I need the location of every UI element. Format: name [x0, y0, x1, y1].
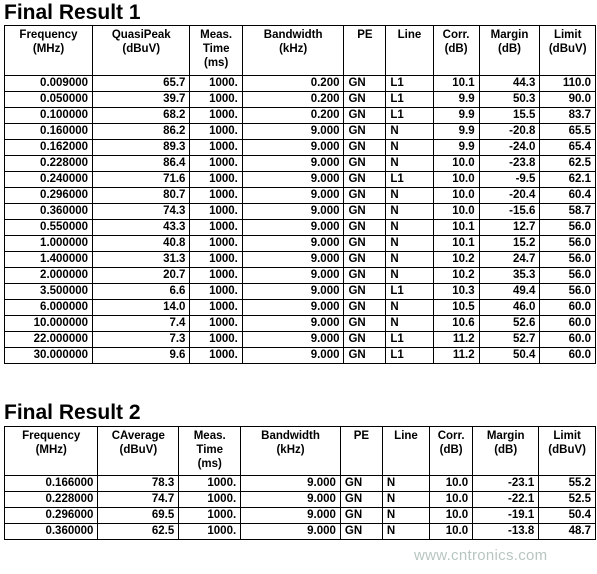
cell-level: 89.3 [93, 140, 190, 156]
cell-line: N [386, 188, 433, 204]
cell-limit: 48.7 [539, 524, 596, 540]
cell-pe: GN [344, 348, 386, 364]
column-header-line [386, 26, 433, 76]
cell-bandwidth: 9.000 [242, 172, 344, 188]
cell-level: 9.6 [93, 348, 190, 364]
table-row [5, 508, 596, 524]
cell-limit: 83.7 [540, 108, 596, 124]
cell-corr: 10.0 [433, 156, 479, 172]
header-line: (dB) [494, 444, 518, 456]
cell-limit: 60.4 [540, 188, 596, 204]
cell-meas-time: 1000. [190, 300, 242, 316]
cell-line: N [382, 508, 429, 524]
cell-meas-time: 1000. [190, 140, 242, 156]
cell-corr: 10.1 [433, 220, 479, 236]
cell-frequency: 0.100000 [5, 108, 93, 124]
cell-margin: 15.2 [479, 236, 540, 252]
cell-line: N [382, 476, 429, 492]
cell-limit: 56.0 [540, 252, 596, 268]
cell-margin: -22.1 [473, 492, 539, 508]
header-row [5, 427, 596, 476]
header-line: (dBuV) [548, 444, 586, 456]
cell-meas-time: 1000. [190, 268, 242, 284]
cell-bandwidth: 9.000 [242, 300, 344, 316]
cell-margin: 12.7 [479, 220, 540, 236]
cell-meas-time: 1000. [190, 348, 242, 364]
table-row [5, 524, 596, 540]
cell-bandwidth: 9.000 [241, 492, 341, 508]
column-header-limit [540, 26, 596, 76]
cell-frequency: 10.000000 [5, 316, 93, 332]
cell-frequency: 0.296000 [5, 508, 98, 524]
cell-meas-time: 1000. [190, 156, 242, 172]
table-row [5, 316, 596, 332]
column-header-corr [430, 427, 473, 476]
final-result-1-table [4, 25, 596, 364]
cell-bandwidth: 9.000 [242, 220, 344, 236]
cell-frequency: 0.240000 [5, 172, 93, 188]
cell-level: 86.2 [93, 124, 190, 140]
cell-line: N [386, 140, 433, 156]
header-line: (MHz) [35, 444, 67, 456]
cell-line: L1 [386, 172, 433, 188]
cell-frequency: 2.000000 [5, 268, 93, 284]
column-header-pe [344, 26, 386, 76]
cell-frequency: 0.162000 [5, 140, 93, 156]
cell-corr: 10.0 [430, 476, 473, 492]
cell-frequency: 0.228000 [5, 156, 93, 172]
cell-level: 86.4 [93, 156, 190, 172]
table-row [5, 140, 596, 156]
cell-bandwidth: 9.000 [241, 476, 341, 492]
cell-meas-time: 1000. [190, 124, 242, 140]
column-header-frequency [5, 427, 98, 476]
cell-frequency: 3.500000 [5, 284, 93, 300]
cell-bandwidth: 0.200 [242, 108, 344, 124]
cell-meas-time: 1000. [190, 92, 242, 108]
cell-pe: GN [344, 108, 386, 124]
cell-pe: GN [340, 492, 382, 508]
cell-margin: -20.4 [479, 188, 540, 204]
header-line: Meas. [200, 29, 233, 41]
cell-margin: 35.3 [479, 268, 540, 284]
table-row [5, 476, 596, 492]
cell-limit: 55.2 [539, 476, 596, 492]
cell-level: 14.0 [93, 300, 190, 316]
cell-meas-time: 1000. [179, 508, 241, 524]
header-line: Frequency [19, 29, 78, 41]
header-line: Limit [553, 29, 582, 41]
cell-level: 7.3 [93, 332, 190, 348]
cell-meas-time: 1000. [190, 108, 242, 124]
cell-margin: 44.3 [479, 76, 540, 92]
cell-level: 80.7 [93, 188, 190, 204]
header-row [5, 26, 596, 76]
cell-line: L1 [386, 332, 433, 348]
cell-meas-time: 1000. [190, 252, 242, 268]
cell-bandwidth: 9.000 [242, 124, 344, 140]
column-header-limit [539, 427, 596, 476]
table-row [5, 300, 596, 316]
cell-limit: 60.0 [540, 332, 596, 348]
cell-level: 62.5 [98, 524, 179, 540]
header-line: Time [202, 43, 230, 55]
table-row [5, 236, 596, 252]
table-row [5, 332, 596, 348]
cell-margin: 15.5 [479, 108, 540, 124]
cell-frequency: 6.000000 [5, 300, 93, 316]
cell-frequency: 0.360000 [5, 524, 98, 540]
cell-bandwidth: 9.000 [242, 204, 344, 220]
header-line: PE [353, 430, 370, 442]
cell-meas-time: 1000. [179, 476, 241, 492]
cell-frequency: 0.009000 [5, 76, 93, 92]
cell-corr: 10.0 [433, 204, 479, 220]
cell-limit: 65.4 [540, 140, 596, 156]
header-line: CAverage [111, 430, 165, 442]
column-header-corr [433, 26, 479, 76]
cell-corr: 10.5 [433, 300, 479, 316]
cell-frequency: 1.000000 [5, 236, 93, 252]
cell-pe: GN [344, 284, 386, 300]
table-row [5, 220, 596, 236]
cell-margin: -9.5 [479, 172, 540, 188]
cell-bandwidth: 9.000 [242, 284, 344, 300]
cell-meas-time: 1000. [190, 188, 242, 204]
cell-bandwidth: 9.000 [242, 140, 344, 156]
cell-frequency: 30.000000 [5, 348, 93, 364]
cell-corr: 10.0 [430, 524, 473, 540]
cell-meas-time: 1000. [179, 524, 241, 540]
cell-corr: 10.0 [430, 508, 473, 524]
cell-margin: -13.8 [473, 524, 539, 540]
cell-line: L1 [386, 284, 433, 300]
cell-bandwidth: 0.200 [242, 92, 344, 108]
header-line: (ms) [197, 458, 222, 470]
cell-level: 43.3 [93, 220, 190, 236]
cell-meas-time: 1000. [190, 220, 242, 236]
cell-limit: 62.5 [540, 156, 596, 172]
header-line: (MHz) [32, 43, 65, 55]
header-line: PE [357, 29, 373, 41]
cell-level: 68.2 [93, 108, 190, 124]
column-header-frequency [5, 26, 93, 76]
header-line: (dBuV) [119, 444, 158, 456]
table-row [5, 188, 596, 204]
table-row [5, 124, 596, 140]
cell-frequency: 0.360000 [5, 204, 93, 220]
final-result-2-title: Final Result 2 [4, 401, 141, 424]
cell-limit: 58.7 [540, 204, 596, 220]
cell-frequency: 0.228000 [5, 492, 98, 508]
cell-pe: GN [340, 508, 382, 524]
column-header-level [98, 427, 179, 476]
cell-limit: 56.0 [540, 236, 596, 252]
cell-pe: GN [344, 172, 386, 188]
cell-pe: GN [344, 316, 386, 332]
header-line: Bandwidth [261, 430, 320, 442]
cell-level: 39.7 [93, 92, 190, 108]
cell-line: N [386, 204, 433, 220]
header-line: QuasiPeak [111, 29, 171, 41]
cell-line: N [386, 156, 433, 172]
cell-margin: 46.0 [479, 300, 540, 316]
header-line: Corr. [437, 430, 465, 442]
table-row [5, 204, 596, 220]
cell-pe: GN [344, 204, 386, 220]
cell-limit: 52.5 [539, 492, 596, 508]
table-row [5, 252, 596, 268]
header-line: (dB) [444, 43, 468, 55]
cell-margin: 24.7 [479, 252, 540, 268]
header-line: (ms) [204, 57, 229, 69]
cell-corr: 10.1 [433, 76, 479, 92]
cell-level: 31.3 [93, 252, 190, 268]
watermark: www.cntronics.com [414, 547, 548, 564]
column-header-meas-time [190, 26, 242, 76]
header-line: Limit [553, 430, 581, 442]
cell-bandwidth: 9.000 [242, 252, 344, 268]
cell-limit: 56.0 [540, 268, 596, 284]
cell-line: N [382, 492, 429, 508]
column-header-pe [340, 427, 382, 476]
cell-line: L1 [386, 348, 433, 364]
cell-bandwidth: 9.000 [242, 156, 344, 172]
cell-meas-time: 1000. [190, 204, 242, 220]
cell-margin: -19.1 [473, 508, 539, 524]
cell-margin: -23.8 [479, 156, 540, 172]
cell-pe: GN [344, 236, 386, 252]
cell-level: 74.3 [93, 204, 190, 220]
cell-meas-time: 1000. [190, 316, 242, 332]
cell-corr: 9.9 [433, 108, 479, 124]
cell-corr: 10.0 [433, 188, 479, 204]
cell-pe: GN [340, 476, 382, 492]
cell-pe: GN [344, 76, 386, 92]
cell-pe: GN [344, 156, 386, 172]
cell-corr: 10.2 [433, 268, 479, 284]
header-line: (dB) [498, 43, 521, 55]
cell-margin: 50.3 [479, 92, 540, 108]
table-row [5, 268, 596, 284]
cell-line: N [386, 252, 433, 268]
table-row [5, 76, 596, 92]
cell-level: 69.5 [98, 508, 179, 524]
cell-corr: 10.2 [433, 252, 479, 268]
cell-pe: GN [344, 268, 386, 284]
cell-meas-time: 1000. [179, 492, 241, 508]
table-row [5, 108, 596, 124]
cell-level: 71.6 [93, 172, 190, 188]
cell-level: 7.4 [93, 316, 190, 332]
cell-pe: GN [344, 140, 386, 156]
cell-level: 20.7 [93, 268, 190, 284]
table-row [5, 492, 596, 508]
column-header-line [382, 427, 429, 476]
cell-meas-time: 1000. [190, 236, 242, 252]
column-header-bandwidth [242, 26, 344, 76]
cell-frequency: 0.160000 [5, 124, 93, 140]
cell-line: N [386, 220, 433, 236]
cell-limit: 56.0 [540, 220, 596, 236]
cell-limit: 60.0 [540, 300, 596, 316]
cell-pe: GN [344, 252, 386, 268]
column-header-level [93, 26, 190, 76]
header-line: Bandwidth [263, 29, 323, 41]
header-line: (kHz) [279, 43, 308, 55]
cell-margin: -23.1 [473, 476, 539, 492]
cell-corr: 10.0 [433, 172, 479, 188]
cell-meas-time: 1000. [190, 332, 242, 348]
cell-corr: 10.1 [433, 236, 479, 252]
cell-limit: 62.1 [540, 172, 596, 188]
cell-corr: 11.2 [433, 332, 479, 348]
header-line: (dB) [439, 444, 463, 456]
cell-pe: GN [344, 188, 386, 204]
final-result-1-title: Final Result 1 [4, 1, 141, 24]
table-row [5, 348, 596, 364]
header-line: Meas. [193, 430, 226, 442]
cell-margin: 49.4 [479, 284, 540, 300]
cell-line: N [386, 300, 433, 316]
cell-pe: GN [340, 524, 382, 540]
table-row [5, 284, 596, 300]
cell-meas-time: 1000. [190, 284, 242, 300]
cell-bandwidth: 9.000 [242, 268, 344, 284]
table-row [5, 172, 596, 188]
cell-frequency: 0.296000 [5, 188, 93, 204]
cell-bandwidth: 9.000 [241, 524, 341, 540]
cell-pe: GN [344, 92, 386, 108]
cell-pe: GN [344, 124, 386, 140]
cell-corr: 10.0 [430, 492, 473, 508]
cell-corr: 10.3 [433, 284, 479, 300]
header-line: (dBuV) [122, 43, 161, 55]
cell-line: N [382, 524, 429, 540]
cell-bandwidth: 9.000 [242, 332, 344, 348]
cell-bandwidth: 9.000 [242, 236, 344, 252]
cell-margin: 52.6 [479, 316, 540, 332]
cell-bandwidth: 9.000 [242, 348, 344, 364]
cell-frequency: 0.166000 [5, 476, 98, 492]
final-result-2-table [4, 426, 596, 540]
column-header-margin [479, 26, 540, 76]
column-header-bandwidth [241, 427, 341, 476]
cell-line: N [386, 316, 433, 332]
cell-limit: 60.0 [540, 316, 596, 332]
cell-bandwidth: 0.200 [242, 76, 344, 92]
cell-level: 78.3 [98, 476, 179, 492]
column-header-margin [473, 427, 539, 476]
cell-line: N [386, 236, 433, 252]
cell-pe: GN [344, 332, 386, 348]
cell-frequency: 0.050000 [5, 92, 93, 108]
cell-line: N [386, 124, 433, 140]
cell-limit: 65.5 [540, 124, 596, 140]
cell-bandwidth: 9.000 [242, 188, 344, 204]
cell-corr: 11.2 [433, 348, 479, 364]
header-line: Line [397, 29, 422, 41]
cell-meas-time: 1000. [190, 76, 242, 92]
table-row [5, 156, 596, 172]
header-line: Margin [490, 29, 529, 41]
cell-bandwidth: 9.000 [242, 316, 344, 332]
cell-frequency: 22.000000 [5, 332, 93, 348]
cell-corr: 9.9 [433, 92, 479, 108]
cell-meas-time: 1000. [190, 172, 242, 188]
cell-level: 65.7 [93, 76, 190, 92]
cell-level: 74.7 [98, 492, 179, 508]
cell-pe: GN [344, 220, 386, 236]
cell-margin: -15.6 [479, 204, 540, 220]
cell-limit: 56.0 [540, 284, 596, 300]
cell-frequency: 1.400000 [5, 252, 93, 268]
cell-line: L1 [386, 92, 433, 108]
column-header-meas-time [179, 427, 241, 476]
cell-line: N [386, 268, 433, 284]
header-line: Line [394, 430, 418, 442]
cell-margin: 50.4 [479, 348, 540, 364]
cell-corr: 9.9 [433, 124, 479, 140]
cell-margin: -20.8 [479, 124, 540, 140]
header-line: Time [196, 444, 224, 456]
cell-line: L1 [386, 76, 433, 92]
cell-margin: 52.7 [479, 332, 540, 348]
header-line: Corr. [442, 29, 470, 41]
cell-limit: 50.4 [539, 508, 596, 524]
cell-limit: 90.0 [540, 92, 596, 108]
cell-corr: 10.6 [433, 316, 479, 332]
cell-level: 6.6 [93, 284, 190, 300]
cell-level: 40.8 [93, 236, 190, 252]
cell-corr: 9.9 [433, 140, 479, 156]
table-row [5, 92, 596, 108]
header-line: (kHz) [276, 444, 305, 456]
header-line: Margin [486, 430, 525, 442]
cell-limit: 110.0 [540, 76, 596, 92]
cell-frequency: 0.550000 [5, 220, 93, 236]
cell-bandwidth: 9.000 [241, 508, 341, 524]
cell-limit: 60.0 [540, 348, 596, 364]
header-line: (dBuV) [548, 43, 587, 55]
cell-margin: -24.0 [479, 140, 540, 156]
cell-pe: GN [344, 300, 386, 316]
cell-line: L1 [386, 108, 433, 124]
header-line: Frequency [22, 430, 81, 442]
